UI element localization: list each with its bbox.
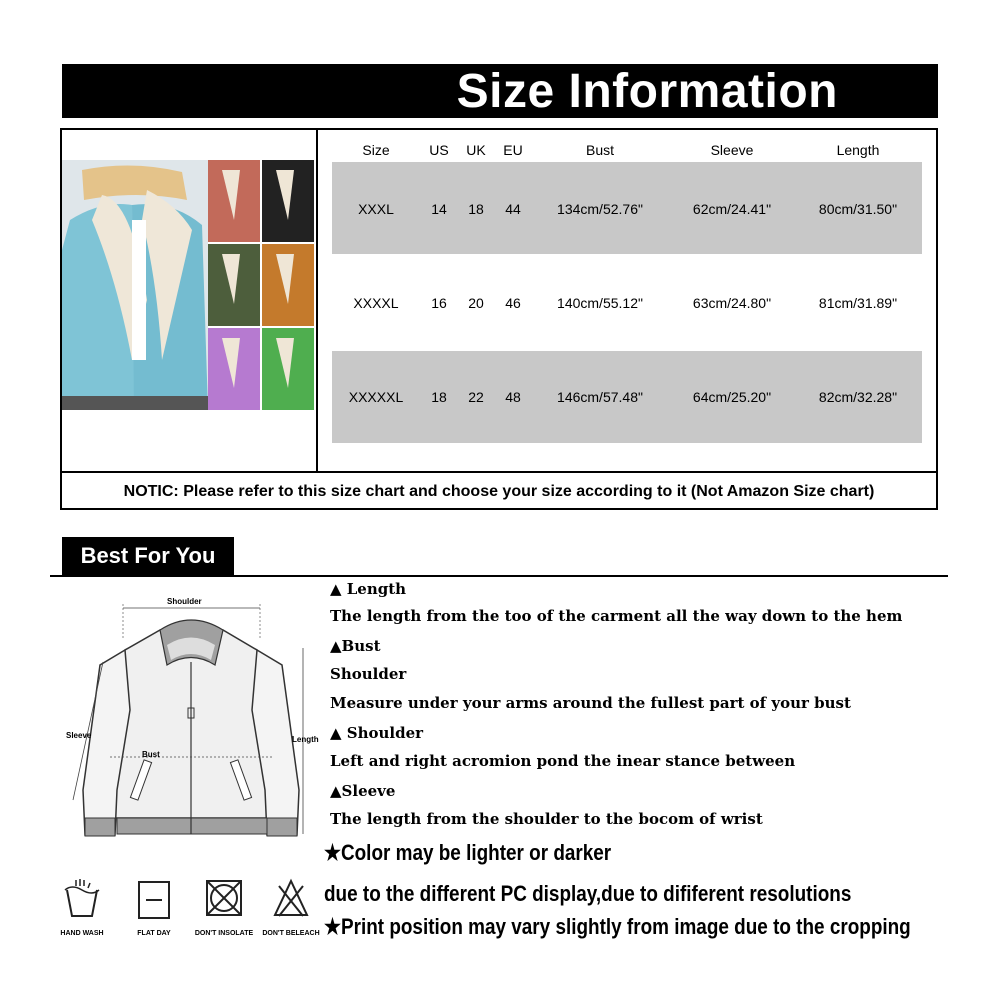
desc-length-text: The length from the too of the carment all the way down to the hem	[330, 607, 903, 625]
label-length: Length	[292, 735, 319, 744]
desc-shoulder-text: Left and right acromion pond the inear stance between	[330, 752, 796, 770]
product-photo	[62, 160, 314, 412]
table-cell: 140cm/55.12"	[557, 295, 643, 311]
header-eu: EU	[503, 142, 523, 158]
desc-shoulder-heading: ▲ Shoulder	[330, 724, 424, 742]
table-cell: 63cm/24.80"	[692, 295, 772, 311]
table-cell: 134cm/52.76"	[557, 201, 643, 217]
label-shoulder: Shoulder	[167, 597, 202, 606]
size-notice: NOTIC: Please refer to this size chart and choose your size according to it (Not Amazon Size chart)	[123, 482, 875, 500]
jacket-measurement-diagram	[55, 590, 330, 860]
frame-divider-vertical	[316, 128, 318, 472]
care-label-dont-insolate: DON'T INSOLATE	[194, 930, 254, 937]
table-cell: 80cm/31.50"	[818, 201, 898, 217]
best-for-you-tab: Best For You	[62, 537, 234, 575]
table-cell: XXXXL	[353, 295, 399, 311]
header-us: US	[429, 142, 449, 158]
table-cell: 18	[468, 201, 484, 217]
label-bust: Bust	[142, 750, 160, 759]
flat-dry-icon	[137, 880, 171, 920]
care-label-dont-bleach: DON'T BELEACH	[262, 930, 320, 937]
dont-bleach-icon	[272, 878, 310, 920]
desc-shoulder-word: Shoulder	[330, 665, 407, 683]
table-cell: 46	[505, 295, 521, 311]
desc-bust-text: Measure under your arms around the fullest part of your bust	[330, 694, 851, 712]
dont-tumble-icon	[204, 878, 244, 920]
table-cell: 20	[468, 295, 484, 311]
header-bust: Bust	[585, 142, 614, 158]
desc-sleeve-heading: ▲Sleeve	[330, 782, 396, 800]
table-cell: 48	[505, 389, 521, 405]
section-divider	[50, 575, 948, 577]
header-sleeve: Sleeve	[710, 142, 754, 158]
note-print-position: ★Print position may vary slightly from image due to the cropping	[324, 914, 911, 939]
care-label-flat-dry: FLAT DAY	[137, 930, 171, 937]
table-cell: 62cm/24.41"	[692, 201, 772, 217]
table-cell: 22	[468, 389, 484, 405]
table-cell: XXXXXL	[348, 389, 404, 405]
table-cell: 82cm/32.28"	[818, 389, 898, 405]
desc-length-heading: ▲ Length	[330, 580, 407, 598]
desc-sleeve-text: The length from the shoulder to the bocom of wrist	[330, 810, 763, 828]
table-cell: 81cm/31.89"	[818, 295, 898, 311]
table-cell: 146cm/57.48"	[557, 389, 643, 405]
note-color: ★Color may be lighter or darker	[324, 840, 612, 865]
table-cell: 44	[505, 201, 521, 217]
table-cell: 16	[431, 295, 447, 311]
care-label-hand-wash: HAND WASH	[60, 930, 104, 937]
page-title: Size Information	[456, 64, 838, 118]
table-cell: 18	[431, 389, 447, 405]
note-display: due to the different PC display,due to dififerent resolutions	[324, 881, 852, 906]
table-cell: 14	[431, 201, 447, 217]
header-size: Size	[362, 142, 390, 158]
hand-wash-icon	[62, 878, 102, 920]
table-cell: XXXL	[358, 201, 394, 217]
label-sleeve: Sleeve	[66, 731, 92, 740]
table-cell: 64cm/25.20"	[692, 389, 772, 405]
desc-bust-heading: ▲Bust	[330, 637, 381, 655]
header-length: Length	[836, 142, 880, 158]
header-uk: UK	[466, 142, 486, 158]
